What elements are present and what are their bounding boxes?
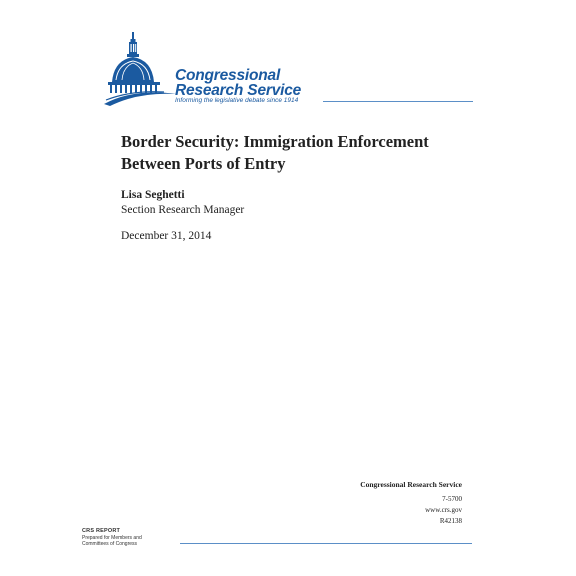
crs-logo: [104, 30, 476, 110]
footer-prepared-line1: Prepared for Members and: [82, 535, 142, 541]
crs-org-name: Congressional Research Service: [360, 480, 462, 489]
crs-phone: 7-5700: [442, 495, 462, 503]
tagline-rule: [323, 101, 473, 102]
author-name: Lisa Seghetti: [121, 189, 185, 201]
crs-contact-block: [360, 479, 462, 527]
org-name-line2: Research Service: [175, 82, 302, 99]
capitol-dome-icon: [104, 30, 176, 108]
report-title-line2: Between Ports of Entry: [121, 154, 286, 173]
footer-prepared-line2: Committees of Congress: [82, 541, 138, 547]
org-tagline: Informing the legislative debate since 1914: [175, 97, 299, 104]
report-number: R42138: [439, 517, 462, 525]
report-title-line1: Border Security: Immigration Enforcement: [121, 132, 429, 151]
report-date: December 31, 2014: [121, 230, 212, 242]
report-title: [121, 131, 501, 175]
footer-rule: [180, 543, 472, 544]
footer-label-block: [82, 528, 142, 547]
crs-website: www.crs.gov: [425, 506, 462, 514]
org-name: [175, 68, 301, 98]
footer-label: CRS REPORT: [82, 528, 121, 534]
author-role: Section Research Manager: [121, 204, 245, 216]
org-name-line1: Congressional: [175, 67, 281, 84]
